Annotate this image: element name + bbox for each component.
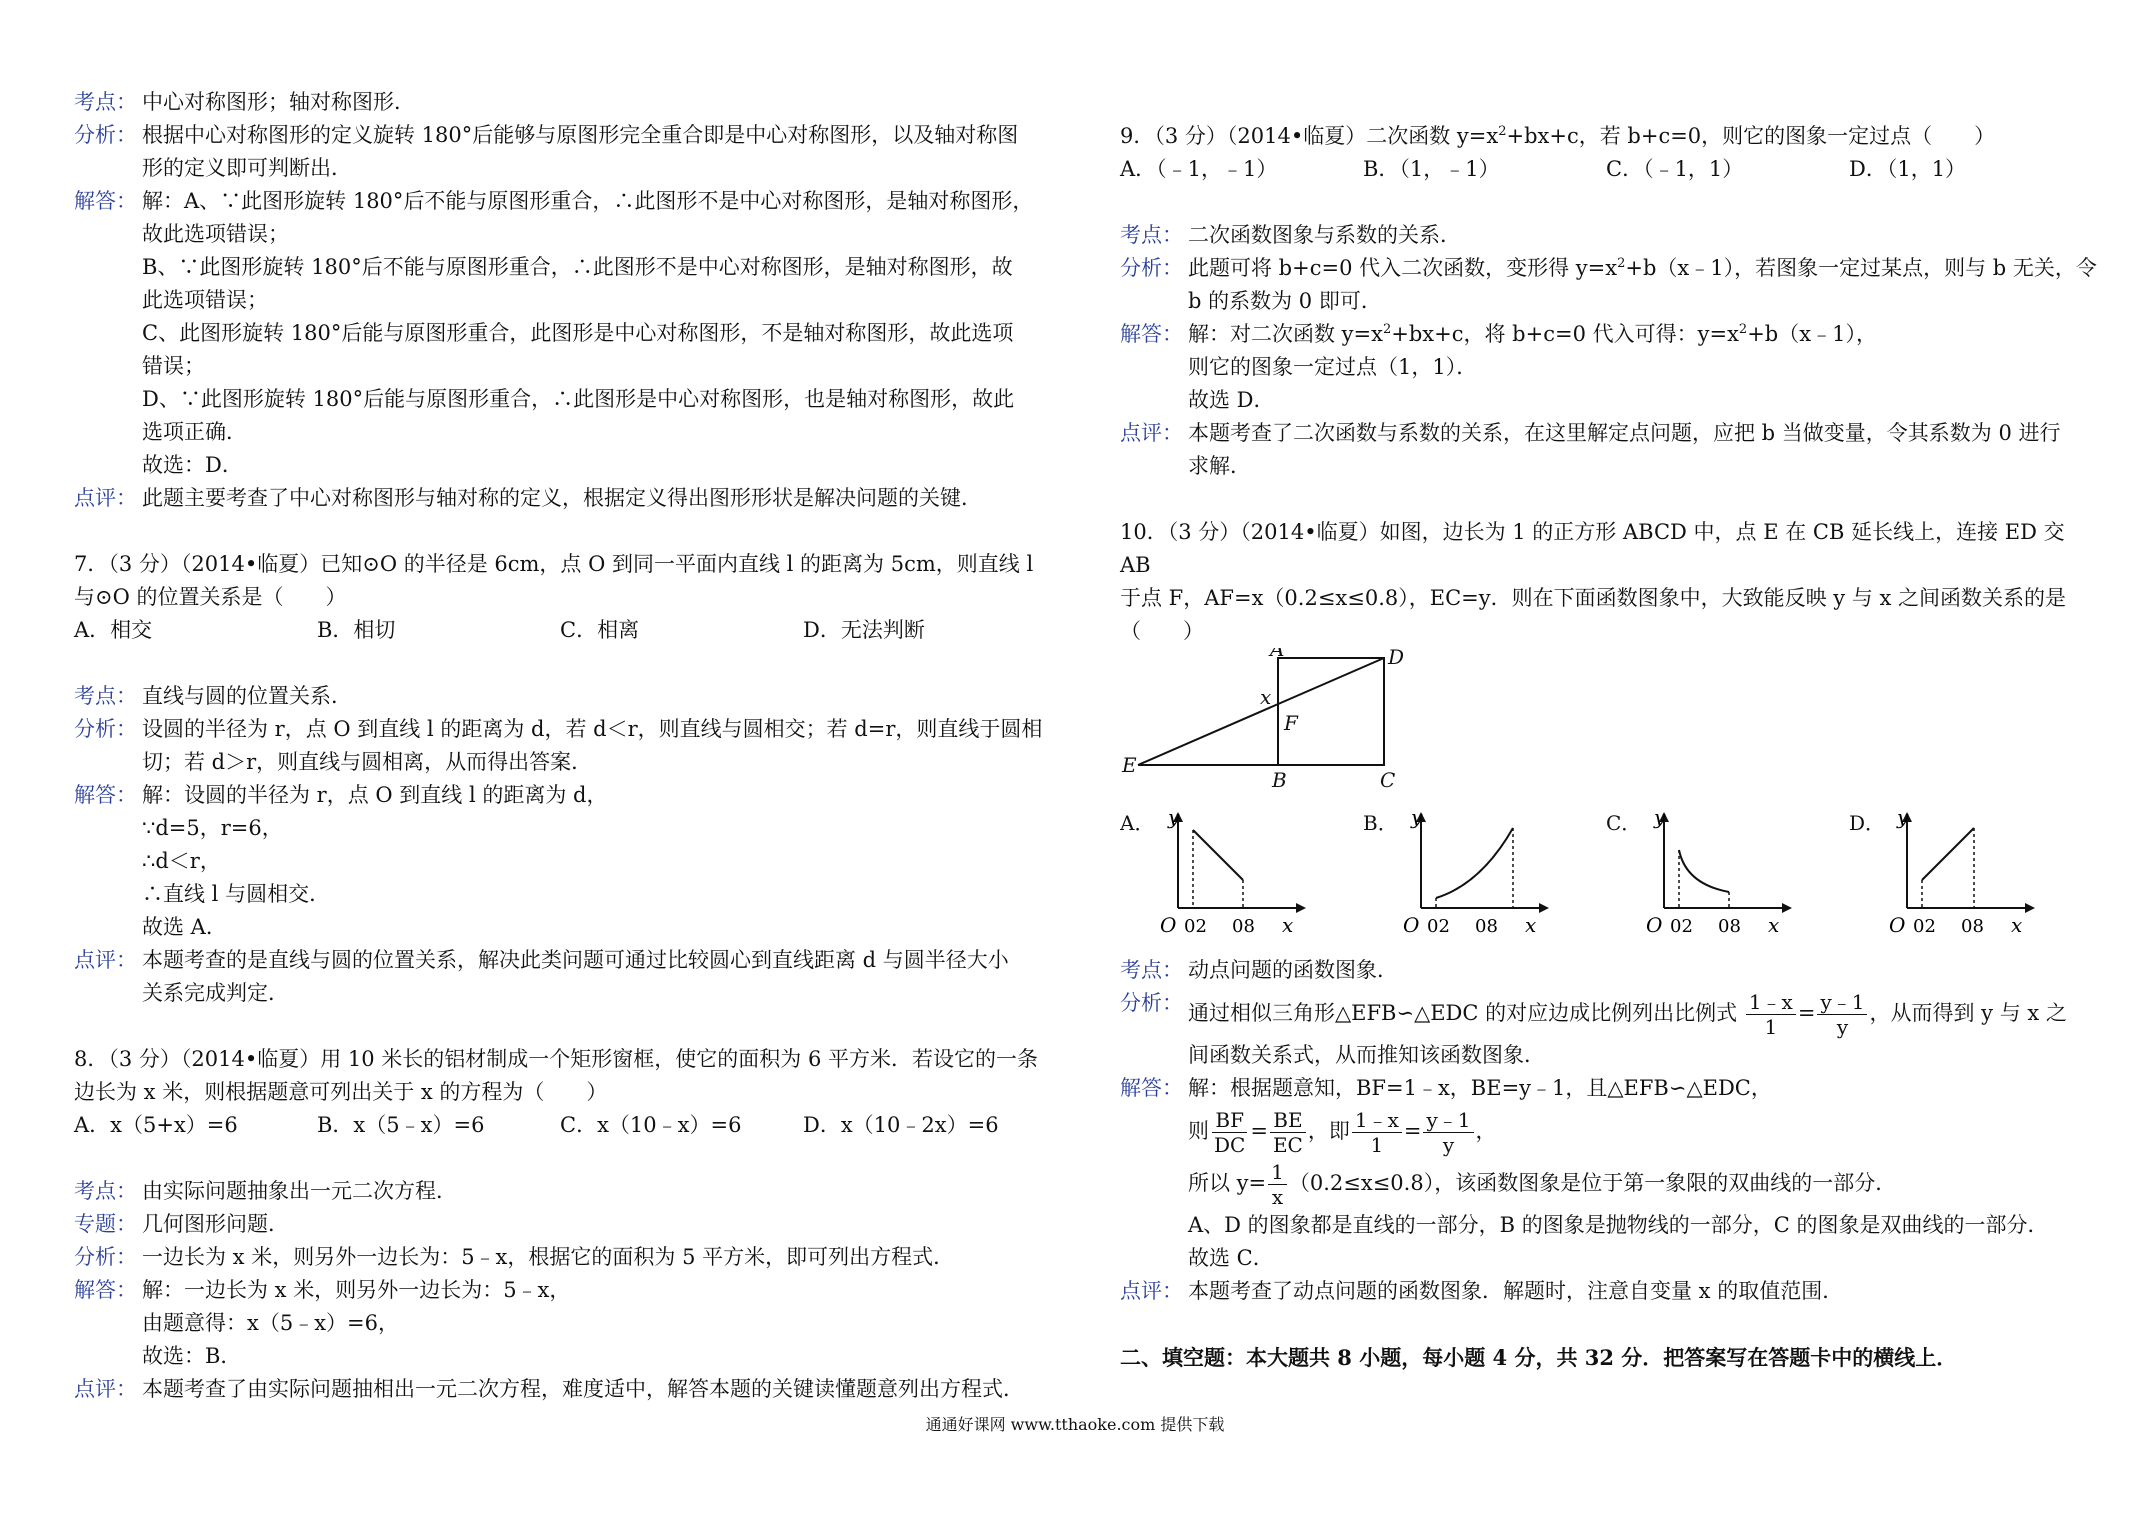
- q10-kaodian: [1120, 954, 2100, 987]
- q9-jieda: [1120, 318, 2100, 417]
- q7-dianping: [74, 944, 1054, 1010]
- fraction: [1268, 1160, 1287, 1209]
- fraction: [1746, 990, 1796, 1039]
- jieda-line: 则它的图象一定过点（1，1）．: [1188, 355, 1478, 379]
- option-a: A．x（5+x）=6: [74, 1113, 238, 1137]
- curve-a: [1193, 830, 1243, 880]
- page-footer: 通通好课网 www.tthaoke.com 提供下载: [925, 1415, 1225, 1434]
- jieda-text: 所以 y=: [1188, 1171, 1267, 1195]
- fenxi-label: 分析：: [74, 123, 137, 147]
- jieda-line: [1188, 1105, 2100, 1157]
- section-heading: 二、填空题：本大题共 8 小题，每小题 4 分，共 32 分．把答案写在答题卡中的横线上．: [1120, 1345, 1958, 1370]
- kaodian-text: 动点问题的函数图象．: [1188, 958, 1398, 982]
- option-d: D．无法判断: [803, 618, 925, 642]
- tick-08: 08: [1961, 916, 1984, 937]
- zhuanti-text: 几何图形问题．: [142, 1212, 289, 1236]
- q8-dianping: [74, 1373, 1054, 1406]
- jieda-line: 错误；: [142, 354, 205, 378]
- fraction-numerator: BE: [1270, 1108, 1305, 1133]
- q9-stem-post: +bx+c，若 b+c=0，则它的图象一定过点（ ）: [1506, 124, 1996, 148]
- origin-label: O: [1403, 913, 1420, 937]
- graph-option-b: B．: [1363, 811, 1398, 835]
- graph-option-a: A．: [1120, 811, 1155, 835]
- jieda-line: B、∵此图形旋转 180°后不能与原图形重合，∴此图形不是中心对称图形，是轴对称图形，故: [142, 255, 1013, 279]
- q8-stem-line: 边长为 x 米，则根据题意可列出关于 x 的方程为（ ）: [74, 1080, 608, 1104]
- fenxi-line: [1188, 252, 2100, 285]
- dianping-text: 本题考查了由实际问题抽相出一元二次方程，难度适中，解答本题的关键读懂题意列出方程式．: [142, 1377, 1024, 1401]
- option-a: A．相交: [74, 618, 153, 642]
- curve-d: [1922, 828, 1974, 880]
- tick-08: 08: [1475, 916, 1498, 937]
- fenxi-label: 分析：: [74, 1245, 137, 1269]
- line-ed: [1138, 658, 1384, 765]
- fraction-numerator: 1﹣x: [1352, 1108, 1402, 1133]
- fraction: [1817, 990, 1867, 1039]
- superscript-2: 2: [1498, 124, 1507, 139]
- q9-kaodian: [1120, 219, 2100, 252]
- fraction-numerator: y﹣1: [1423, 1108, 1473, 1133]
- jieda-line: ∴直线 l 与圆相交．: [142, 882, 331, 906]
- jieda-line: [1188, 318, 2100, 351]
- label-d: D: [1388, 648, 1405, 669]
- q8-options: [74, 1109, 1054, 1142]
- jieda-line: 此选项错误；: [142, 288, 268, 312]
- dianping-label: 点评：: [74, 948, 137, 972]
- x-axis-label: x: [1282, 913, 1294, 937]
- fraction-numerator: y﹣1: [1817, 990, 1867, 1015]
- origin-label: O: [1646, 913, 1663, 937]
- jieda-line: 故选 A．: [142, 915, 227, 939]
- jieda-line: 解：一边长为 x 米，则另外一边长为：5﹣x，: [142, 1278, 571, 1302]
- y-axis-label: y: [1654, 805, 1666, 829]
- fraction-denominator: y: [1836, 1015, 1849, 1039]
- jieda-line: 故选 C．: [1188, 1246, 1274, 1270]
- fenxi-line: 设圆的半径为 r，点 O 到直线 l 的距离为 d，若 d＜r，则直线与圆相交；若 d=r，则直线于圆相: [142, 717, 1043, 741]
- fenxi-label: 分析：: [1120, 256, 1183, 280]
- q7-options: [74, 614, 1054, 647]
- q6-jieda: [74, 185, 1054, 482]
- kaodian-text: 中心对称图形；轴对称图形．: [142, 90, 415, 114]
- q8-zhuanti: [74, 1208, 1054, 1241]
- label-b: B: [1272, 768, 1287, 792]
- fenxi-text: 一边长为 x 米，则另外一边长为：5﹣x，根据它的面积为 5 平方米，即可列出方程式．: [142, 1245, 955, 1269]
- label-c: C: [1380, 768, 1396, 792]
- tick-02: 02: [1427, 916, 1450, 937]
- jieda-line: D、∵此图形旋转 180°后能与原图形重合，∴此图形是中心对称图形，也是轴对称图形，故此: [142, 387, 1015, 411]
- right-column: [1120, 120, 2100, 1374]
- curve-c: [1679, 850, 1729, 892]
- fraction-denominator: EC: [1272, 1133, 1303, 1157]
- q10-figure-svg: [1120, 648, 2100, 948]
- fraction-denominator: x: [1271, 1185, 1284, 1209]
- equals-sign: =: [1797, 1001, 1816, 1025]
- graph-option-d: D．: [1849, 811, 1886, 835]
- option-d: D．（1，1）: [1849, 157, 1967, 181]
- jieda-line: 解：设圆的半径为 r，点 O 到直线 l 的距离为 d，: [142, 783, 608, 807]
- option-c: C．（﹣1，1）: [1606, 157, 1744, 181]
- jieda-line: A、D 的图象都是直线的一部分，B 的图象是抛物线的一部分，C 的图象是双曲线的一部分．: [1188, 1213, 2049, 1237]
- fraction-numerator: BF: [1212, 1108, 1247, 1133]
- option-b: B．相切: [317, 618, 396, 642]
- q7-fenxi: [74, 713, 1054, 779]
- jieda-text-post: +b（x﹣1），: [1747, 322, 1877, 346]
- jieda-label: 解答：: [1120, 1076, 1183, 1100]
- tick-02: 02: [1670, 916, 1693, 937]
- kaodian-text: 二次函数图象与系数的关系．: [1188, 223, 1461, 247]
- option-d: D．x（10﹣2x）=6: [803, 1113, 999, 1137]
- equals-sign: =: [1250, 1119, 1268, 1143]
- q10-dianping: [1120, 1275, 2100, 1308]
- jieda-text: （0.2≤x≤0.8），该函数图象是位于第一象限的双曲线的一部分．: [1288, 1171, 1897, 1195]
- jieda-text: ，: [1475, 1119, 1497, 1143]
- jieda-line: 故选：D．: [142, 453, 243, 477]
- dianping-line: 关系完成判定．: [142, 981, 289, 1005]
- kaodian-label: 考点：: [1120, 958, 1183, 982]
- option-a: A．（﹣1，﹣1）: [1120, 157, 1278, 181]
- jieda-line: C、此图形旋转 180°后能与原图形重合，此图形是中心对称图形，不是轴对称图形，故此选项: [142, 321, 1014, 345]
- label-f: F: [1284, 711, 1298, 735]
- label-e: E: [1122, 753, 1137, 777]
- option-c: C．相离: [560, 618, 640, 642]
- fenxi-line: 形的定义即可判断出．: [142, 156, 352, 180]
- jieda-text-pre: 解：对二次函数 y=x: [1188, 322, 1383, 346]
- tick-02: 02: [1913, 916, 1936, 937]
- fenxi-label: 分析：: [74, 717, 137, 741]
- q6-fenxi: [74, 119, 1054, 185]
- kaodian-text: 由实际问题抽象出一元二次方程．: [142, 1179, 457, 1203]
- dianping-text: 本题考查了动点问题的函数图象．解题时，注意自变量 x 的取值范围．: [1188, 1279, 1844, 1303]
- option-b: B．x（5﹣x）=6: [317, 1113, 485, 1137]
- jieda-line: 选项正确．: [142, 420, 247, 444]
- dianping-label: 点评：: [74, 486, 137, 510]
- fenxi-line: 间函数关系式，从而推知该函数图象．: [1188, 1043, 1545, 1067]
- superscript-2: 2: [1617, 256, 1626, 271]
- fenxi-text-post: ，从而得到 y 与 x 之: [1869, 1001, 2067, 1025]
- fenxi-line: 根据中心对称图形的定义旋转 180°后能够与原图形完全重合即是中心对称图形，以及轴对称图: [142, 123, 1019, 147]
- q9-stem: [1120, 120, 2100, 153]
- left-column: [74, 86, 1054, 1406]
- option-b: B．（1，﹣1）: [1363, 157, 1500, 181]
- jieda-text-mid: +bx+c，将 b+c=0 代入可得：y=x: [1391, 322, 1739, 346]
- zhuanti-label: 专题：: [74, 1212, 137, 1236]
- fenxi-label: 分析：: [1120, 991, 1183, 1015]
- fraction-denominator: DC: [1214, 1133, 1246, 1157]
- tick-08: 08: [1718, 916, 1741, 937]
- q7-stem-line: 7．（3 分）（2014•临夏）已知⊙O 的半径是 6cm，点 O 到同一平面内直线 l 的距离为 5cm，则直线 l: [74, 552, 1034, 576]
- jieda-line: [1188, 1157, 2100, 1209]
- q9-stem-pre: 9．（3 分）（2014•临夏）二次函数 y=x: [1120, 124, 1499, 148]
- jieda-line: 故此选项错误；: [142, 222, 289, 246]
- fraction-numerator: 1: [1268, 1160, 1287, 1185]
- x-axis-label: x: [2011, 913, 2023, 937]
- fraction: [1423, 1108, 1473, 1157]
- curve-b: [1436, 828, 1513, 898]
- origin-label: O: [1889, 913, 1906, 937]
- jieda-label: 解答：: [74, 783, 137, 807]
- fraction-denominator: 1: [1370, 1133, 1384, 1157]
- kaodian-label: 考点：: [74, 90, 137, 114]
- q10-stem-line: 10．（3 分）（2014•临夏）如图，边长为 1 的正方形 ABCD 中，点 E 在 CB 延长线上，连接 ED 交 AB: [1120, 520, 2065, 577]
- q10-figures: [1120, 648, 2100, 948]
- jieda-line: 故选：B．: [142, 1344, 242, 1368]
- fenxi-line: [1188, 987, 2100, 1039]
- dianping-line: 求解．: [1188, 454, 1251, 478]
- dianping-line: 本题考查了二次函数与系数的关系，在这里解定点问题，应把 b 当做变量，令其系数为 0 进行: [1188, 421, 2061, 445]
- option-c: C．x（10﹣x）=6: [560, 1113, 742, 1137]
- q8-fenxi: [74, 1241, 1054, 1274]
- dianping-text: 此题主要考查了中心对称图形与轴对称的定义，根据定义得出图形形状是解决问题的关键．: [142, 486, 982, 510]
- q8-stem-line: 8．（3 分）（2014•临夏）用 10 米长的铝材制成一个矩形窗框，使它的面积为 6 平方米．若设它的一条: [74, 1047, 1039, 1071]
- fraction-denominator: y: [1442, 1133, 1455, 1157]
- fenxi-text-pre: 此题可将 b+c=0 代入二次函数，变形得 y=x: [1188, 256, 1618, 280]
- jieda-text: ，即: [1307, 1119, 1350, 1143]
- graph-b: [1403, 805, 1549, 937]
- q9-fenxi: [1120, 252, 2100, 318]
- y-axis-label: y: [1168, 805, 1180, 829]
- q7-jieda: [74, 779, 1054, 944]
- dianping-label: 点评：: [1120, 421, 1183, 445]
- fenxi-line: 切；若 d＞r，则直线与圆相离，从而得出答案．: [142, 750, 593, 774]
- jieda-label: 解答：: [74, 1278, 137, 1302]
- q9-dianping: [1120, 417, 2100, 483]
- jieda-line: 解：根据题意知，BF=1﹣x，BE=y﹣1，且△EFB∽△EDC，: [1188, 1076, 1772, 1100]
- dianping-line: 本题考查的是直线与圆的位置关系，解决此类问题可通过比较圆心到直线距离 d 与圆半径大小: [142, 948, 1009, 972]
- q8-jieda: [74, 1274, 1054, 1373]
- label-x: x: [1260, 685, 1272, 709]
- y-axis-label: y: [1897, 805, 1909, 829]
- q7-kaodian: [74, 680, 1054, 713]
- jieda-line: 由题意得：x（5﹣x）=6，: [142, 1311, 400, 1335]
- jieda-label: 解答：: [1120, 322, 1183, 346]
- jieda-line: 故选 D．: [1188, 388, 1275, 412]
- jieda-line: 解：A、∵此图形旋转 180°后不能与原图形重合，∴此图形不是中心对称图形，是轴对称图形，: [142, 189, 1034, 213]
- graph-d: [1889, 805, 2035, 937]
- jieda-text: 则: [1188, 1119, 1209, 1143]
- jieda-label: 解答：: [74, 189, 137, 213]
- q10-jieda: [1120, 1072, 2100, 1275]
- x-axis-label: x: [1525, 913, 1537, 937]
- dianping-label: 点评：: [74, 1377, 137, 1401]
- graph-option-c: C．: [1606, 811, 1642, 835]
- kaodian-label: 考点：: [1120, 223, 1183, 247]
- graph-a: [1160, 805, 1306, 937]
- jieda-line: ∵d=5，r=6，: [142, 816, 283, 840]
- dianping-label: 点评：: [1120, 1279, 1183, 1303]
- fenxi-text-post: +b（x﹣1），若图象一定过某点，则与 b 无关，令: [1625, 256, 2097, 280]
- q7-stem-line: 与⊙O 的位置关系是（ ）: [74, 585, 347, 609]
- fraction: [1352, 1108, 1402, 1157]
- q6-dianping: [74, 482, 1054, 515]
- y-axis-label: y: [1411, 805, 1423, 829]
- superscript-2: 2: [1382, 322, 1392, 337]
- q9-options: [1120, 153, 2100, 186]
- tick-08: 08: [1232, 916, 1255, 937]
- q10-fenxi: [1120, 987, 2100, 1072]
- superscript-2: 2: [1738, 322, 1748, 337]
- fenxi-line: b 的系数为 0 即可．: [1188, 289, 1382, 313]
- kaodian-text: 直线与圆的位置关系．: [142, 684, 352, 708]
- q8-kaodian: [74, 1175, 1054, 1208]
- q6-kaodian: [74, 86, 1054, 119]
- origin-label: O: [1160, 913, 1177, 937]
- square-diagram: [1138, 658, 1384, 765]
- tick-02: 02: [1184, 916, 1207, 937]
- equals-sign: =: [1403, 1119, 1422, 1143]
- fraction: [1211, 1108, 1248, 1157]
- jieda-line: ∴d＜r，: [142, 849, 221, 873]
- fraction-denominator: 1: [1764, 1015, 1778, 1039]
- kaodian-label: 考点：: [74, 684, 137, 708]
- x-axis-label: x: [1768, 913, 1780, 937]
- q10-stem-line: 于点 F，AF=x（0.2≤x≤0.8），EC=y．则在下面函数图象中，大致能反映 y 与 x 之间函数关系的是（ ）: [1120, 586, 2067, 643]
- fenxi-text-pre: 通过相似三角形△EFB∽△EDC 的对应边成比例列出比例式: [1188, 1001, 1738, 1025]
- label-a: A: [1270, 648, 1285, 661]
- graph-c: [1646, 805, 1792, 937]
- kaodian-label: 考点：: [74, 1179, 137, 1203]
- fraction-numerator: 1﹣x: [1746, 990, 1796, 1015]
- fraction: [1270, 1108, 1306, 1157]
